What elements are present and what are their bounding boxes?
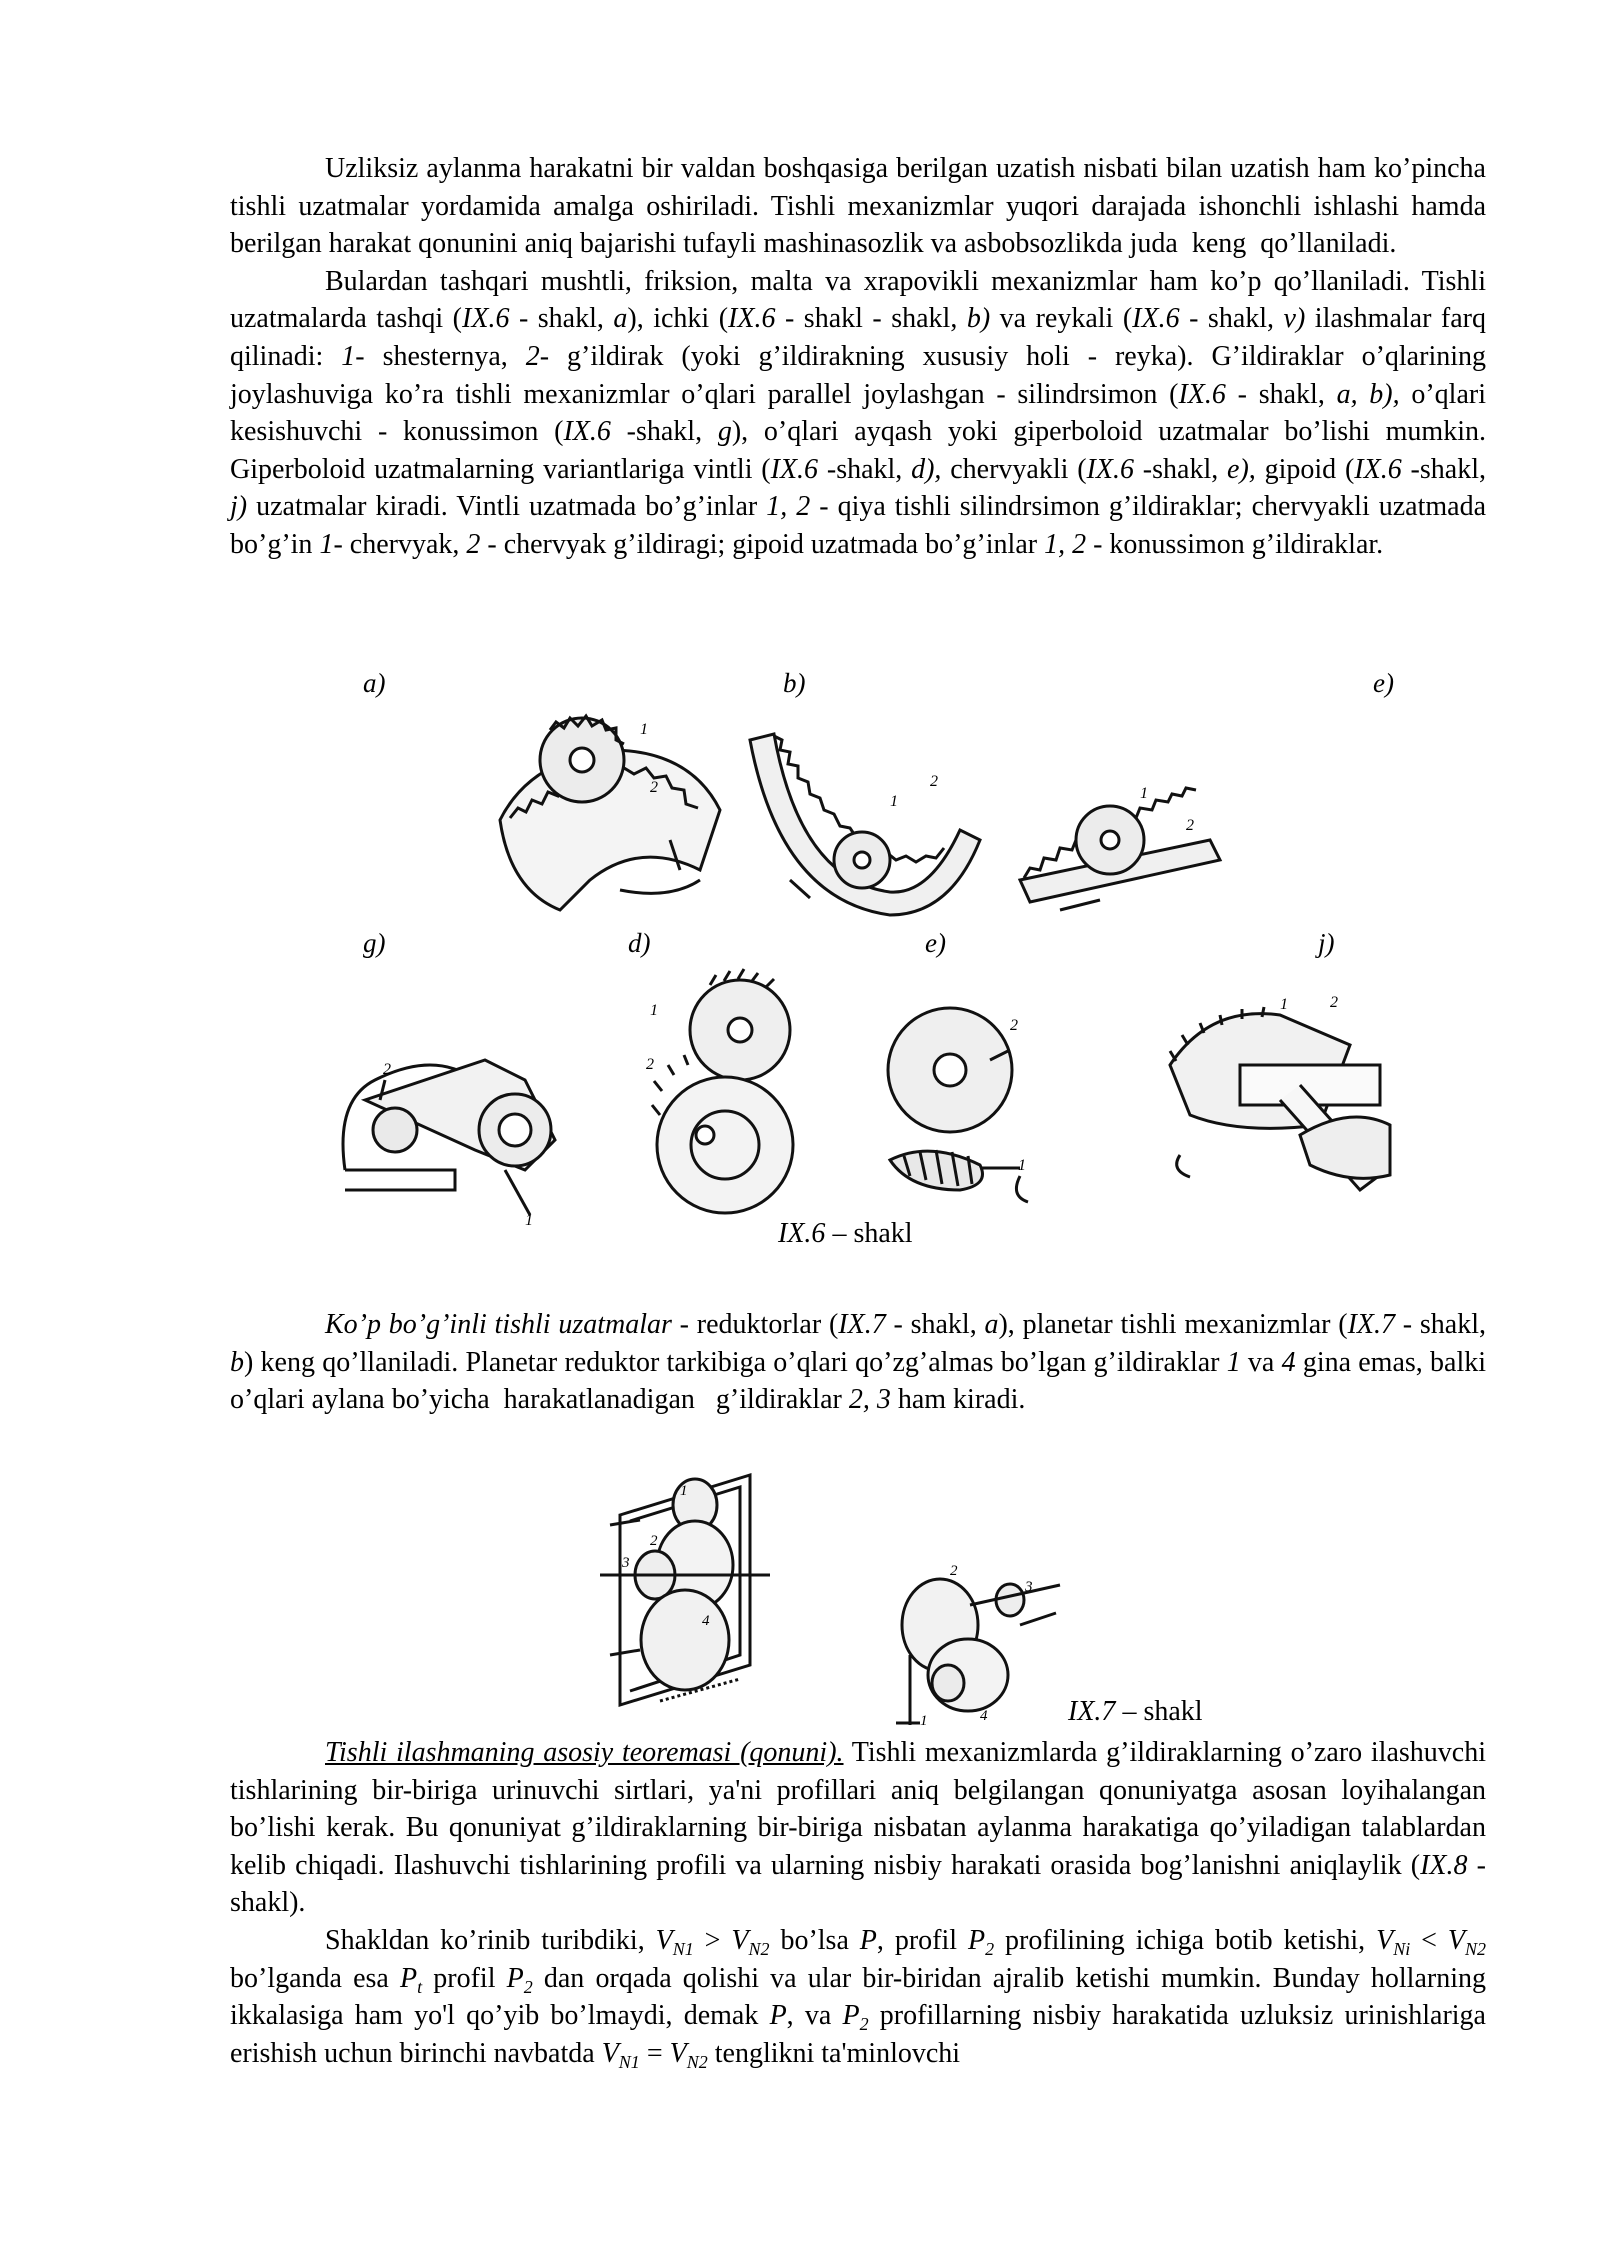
fig6g-num-2: 2: [383, 1061, 391, 1078]
fig6b-num-2: 2: [930, 773, 938, 790]
gear-rack-illustration: [1010, 770, 1230, 920]
fig6e-num-1: 1: [1140, 785, 1148, 802]
fig6g-num-1: 1: [525, 1212, 533, 1229]
paragraph-2: Bulardan tashqari mushtli, friksion, malta va xrapovikli mexanizmlar ham ko’p qo’llaniladi. Tishli uzatmalarda tashqi (IX.6 - shakl, a), ichki (IX.6 - shakl - shakl, b) va reykali (IX.6 - shakl, v) ilashmalar farq qilinadi: 1- shesternya, 2- g’ildirak (yoki g’ildirakning xususiy holi - reyka). G’ildiraklar o’qlarining joylashuviga ko’ra tishli mexanizmlar o’qlari parallel joylashgan - silindrsimon (IX.6 - shakl, a, b), o’qlari kesishuvchi - konussimon (IX.6 -shakl, g), o’qlari ayqash yoki giperboloid uzatmalar bo’lishi mumkin. Giperboloid uzatmalarning variantlariga vintli (IX.6 -shakl, d), chervyakli (IX.6 -shakl, e), gipoid (IX.6 -shakl, j) uzatmalar kiradi. Vintli uzatmada bo’g’inlar 1, 2 - qiya tishli silindrsimon g’ildiraklar; chervyakli uzatmada bo’g’in 1- chervyak, 2 - chervyak g’ildiragi; gipoid uzatmada bo’g’inlar 1, 2 - konussimon g’ildiraklar.: [230, 265, 1487, 560]
fig6e2-num-1: 1: [1018, 1157, 1026, 1174]
figure-7-caption: IX.7 – shakl: [1068, 1696, 1203, 1727]
fig6-label-d: d): [628, 928, 651, 958]
planetary-gear-illustration: [880, 1555, 1070, 1730]
fig6-label-e-top: e): [1373, 668, 1394, 698]
gear-bevel-illustration: [325, 1020, 565, 1230]
fig6-label-a: a): [363, 668, 386, 698]
gear-external-illustration: [470, 700, 730, 930]
text-block-bottom: [230, 1734, 1486, 2072]
fig6j-num-1: 1: [1280, 996, 1288, 1013]
fig6e2-num-2: 2: [1010, 1017, 1018, 1034]
text-block-top: [230, 150, 1486, 564]
fig6-label-b: b): [783, 668, 806, 698]
fig6a-num-2: 2: [650, 779, 658, 796]
fig7a-num-3: 3: [622, 1555, 630, 1571]
fig6j-num-2: 2: [1330, 994, 1338, 1011]
paragraph-5: Shakldan ko’rinib turibdiki, $V_{N1} > V_{N2}$ bo’lsa P, profil $P_2$ profilining ichiga botib ketishi, $V_{Ni} < V_{N2}$ bo’lganda esa $P_t$ profil $P_2$ dan orqada qolishi va ular bir-biridan ajralib ketishi mumkin. Bunday hollarning ikkalasiga ham yo'l qo’yib bo’lmaydi, demak P, va $P_2$ profillarning nisbiy harakatida uzluksiz urinishlariga erishish uchun birinchi navbatda $V_{N1} = V_{N2}$ tenglikni ta'minlovchi: [230, 1924, 1486, 2072]
fig6-label-j: j): [1318, 928, 1335, 958]
paragraph-3: Ko’p bo’g’inli tishli uzatmalar - reduktorlar (IX.7 - shakl, a), planetar tishli mexanizmlar (IX.7 - shakl, b) keng qo’llaniladi. Planetar reduktor tarkibiga o’qlari qo’zg’almas bo’lgan g’ildiraklar 1 va 4 gina emas, balki o’qlari aylana bo’yicha harakatlanadigan g’ildiraklar 2, 3 ham kiradi.: [230, 1309, 1486, 1416]
fig7b-num-3: 3: [1025, 1579, 1033, 1595]
fig6-label-e-bottom: e): [925, 928, 946, 958]
gear-internal-illustration: [740, 720, 1000, 940]
fig7b-num-1: 1: [920, 1713, 928, 1729]
gear-hypoid-illustration: [1150, 985, 1410, 1205]
planetary-reductor-illustration: [600, 1465, 770, 1710]
fig7a-num-1: 1: [680, 1483, 688, 1499]
fig6d-num-1: 1: [650, 1002, 658, 1019]
fig7a-num-4: 4: [702, 1613, 710, 1629]
fig6e-num-2: 2: [1186, 817, 1194, 834]
gear-helical-illustration: [640, 965, 810, 1225]
fig7b-num-4: 4: [980, 1708, 988, 1724]
text-block-middle: [230, 1306, 1486, 1419]
fig6-label-g: g): [363, 928, 386, 958]
paragraph-1: Uzliksiz aylanma harakatni bir valdan boshqasiga berilgan uzatish nisbati bilan uzatish ham ko’pincha tishli uzatmalar yordamida amalga oshiriladi. Tishli mexanizmlar yuqori darajada ishonchli ishlashi hamda berilgan harakat qonunini aniq bajarishi tufayli mashinasozlik va asbobsozlikda juda keng qo’llaniladi.: [230, 153, 1486, 260]
fig6b-num-1: 1: [890, 793, 898, 810]
fig6d-num-2: 2: [646, 1056, 654, 1073]
gear-worm-illustration: [870, 990, 1050, 1210]
fig7a-num-2: 2: [650, 1533, 658, 1549]
figure-6-caption: IX.6 – shakl: [778, 1218, 913, 1249]
fig7b-num-2: 2: [950, 1563, 958, 1579]
fig6a-num-1: 1: [640, 721, 648, 738]
paragraph-4: Tishli ilashmaning asosiy teoremasi (qonuni). Tishli mexanizmlarda g’ildiraklarning o’zaro ilashuvchi tishlarining bir-biriga urinuvchi sirtlari, ya'ni profillari aniq belgilangan qonuniyatga asosan loyihalangan bo’lishi kerak. Bu qonuniyat g’ildiraklarning bir-biriga nisbatan aylanma harakatiga qo’yiladigan talablardan kelib chiqadi. Ilashuvchi tishlarining profili va ularning nisbiy harakati orasida bog’lanishni aniqlaylik (IX.8 -shakl).: [230, 1737, 1486, 1919]
